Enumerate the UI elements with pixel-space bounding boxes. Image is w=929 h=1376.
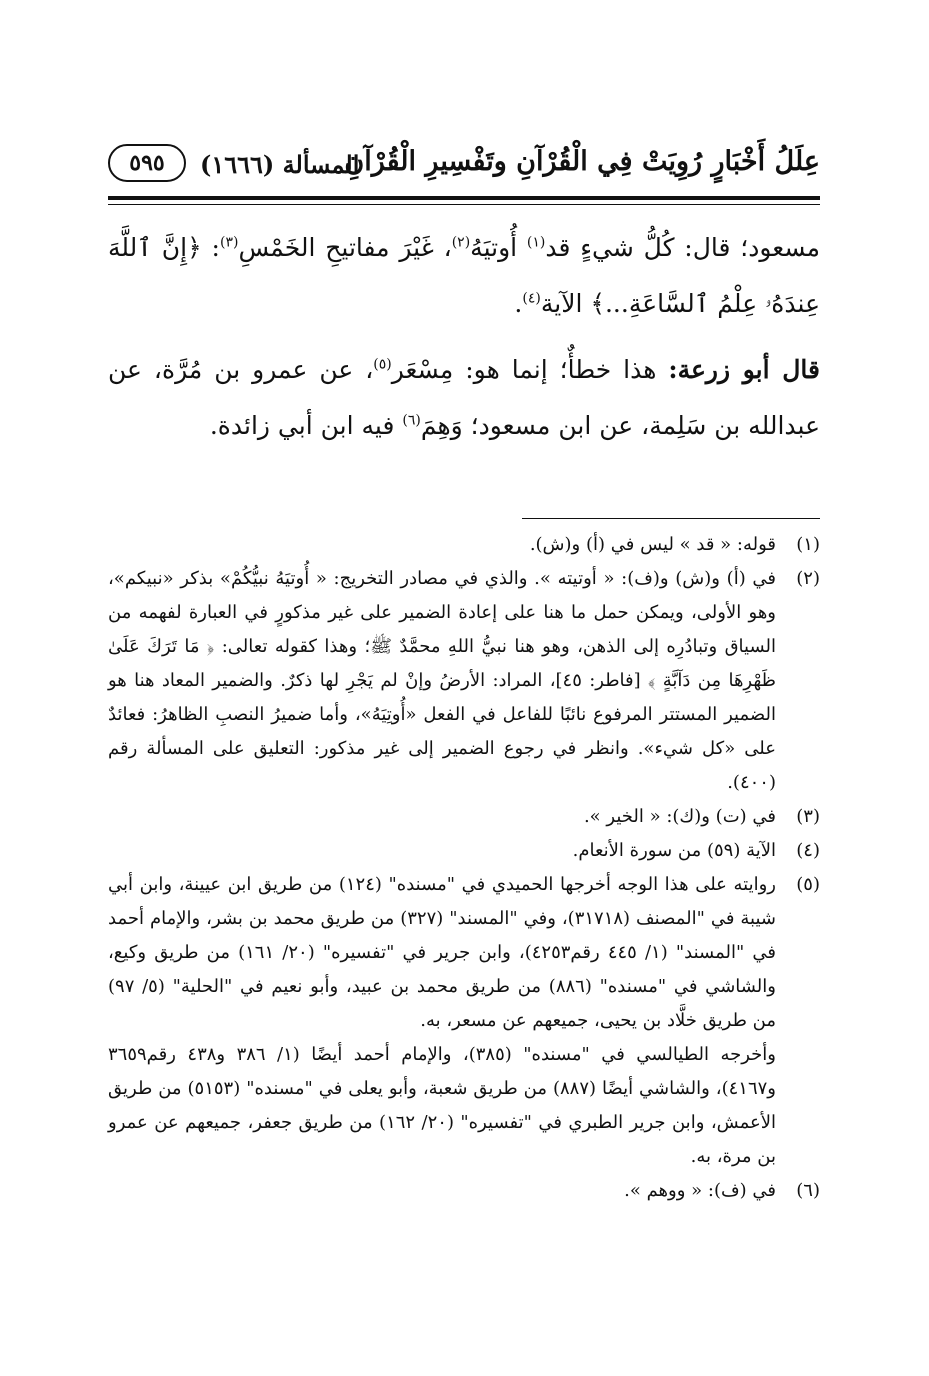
footnote-number: (١) xyxy=(796,534,820,555)
footnote-ref: (٤) xyxy=(522,290,541,307)
footnote-number: (٦) xyxy=(796,1180,820,1201)
page-number: ٥٩٥ xyxy=(108,144,186,182)
footnotes xyxy=(108,528,820,1208)
footnote-separator xyxy=(522,518,820,519)
speaker-lead: قال أبو زرعة: xyxy=(668,355,821,384)
footnote-1 xyxy=(108,528,820,562)
text-segment: فيه ابن أبي زائدة. xyxy=(209,411,403,440)
footnote-text: في (ف): « ووهم ». xyxy=(624,1180,776,1201)
text-segment: هذا خطأٌ؛ إنما هو: مِسْعَر xyxy=(391,355,669,384)
footnote-number: (٢) xyxy=(796,568,820,589)
footnote-text: الآية (٥٩) من سورة الأنعام. xyxy=(572,840,776,861)
footnote-number: (٥) xyxy=(796,874,820,895)
footnote-text: في (أ) و(ش) و(ف): « أوتيته ». والذي في مصادر التخريج: « أُوتيَهُ نبيُّكُمْ» بذكر «نبيكم»، وهو الأولى، ويمكن حمل ما هنا على إعادة الضمير على غير مذكورٍ في العبارة لفهمه من السياق وتبادُرِه إلى الذهن، وهو هنا نبيُّ اللهِ محمَّدٌ ﷺ؛ وهذا كقوله تعالى: ﴿ مَا تَرَكَ عَلَىٰ ظَهْرِهَا مِن دَآبَّةٍ ﴾ [فاطر: ٤٥]، المراد: الأرضُ وإنْ لم يَجْرِ لها ذكرٌ. والضمير المعاد هنا هو الضمير المستتر المرفوع نائبًا للفاعل في الفعل «أُوتِيَهُ»، وأما ضميرُ النصبِ الظاهرُ: فعائدٌ على «كل شيء». وانظر في رجوع الضمير إلى غير مذكور: التعليق على المسألة رقم (٤٠٠). xyxy=(108,568,776,793)
footnote-ref: (٣) xyxy=(219,234,239,251)
page-header xyxy=(108,140,820,190)
footnote-text: في (ت) و(ك): « الخير ». xyxy=(583,806,776,827)
footnote-ref: (١) xyxy=(526,234,546,251)
footnote-number: (٤) xyxy=(796,840,820,861)
issue-number: المسألة (١٦٦٦) xyxy=(200,150,360,179)
text-segment: . xyxy=(514,289,523,318)
footnote-6 xyxy=(108,1174,820,1208)
footnote-ref: (٢) xyxy=(451,234,471,251)
footnote-2 xyxy=(108,562,820,800)
footnote-5-continued xyxy=(108,1038,820,1174)
footnote-text: قوله: « قد » ليس في (أ) و(ش). xyxy=(529,534,776,555)
footnote-text: وأخرجه الطيالسي في "مسنده" (٣٨٥)، والإمام أحمد أيضًا (١/ ٣٨٦ و٤٣٨ رقم٣٦٥٩ و٤١٦٧)، والشاشي أيضًا (٨٨٧) من طريق شعبة، وأبو يعلى في "مسنده" (٥١٥٣) من طريق الأعمش، وابن جرير الطبري في "تفسيره" (٢٠/ ١٦٢) من طريق جعفر، جميعهم عن عمرو بن مرة، به. xyxy=(108,1044,777,1167)
main-text xyxy=(108,220,820,454)
footnote-3 xyxy=(108,800,820,834)
footnote-5 xyxy=(108,868,820,1038)
running-title: عِلَلُ أَخْبَارٍ رُوِيَتْ فِي الْقُرْآنِ وتَفْسِيرِ الْقُرْآنِ xyxy=(344,146,820,177)
header-rule-thin xyxy=(108,204,820,205)
footnote-4 xyxy=(108,834,820,868)
text-segment: أُوتيَهُ xyxy=(470,233,527,262)
paragraph-2 xyxy=(108,342,820,454)
text-segment: مسعود؛ قال: كُلُّ شيءٍ قد xyxy=(545,233,821,262)
header-rule-thick xyxy=(108,196,820,200)
paragraph-1 xyxy=(108,220,820,332)
footnote-number: (٣) xyxy=(796,806,820,827)
footnote-ref: (٥) xyxy=(373,356,392,373)
text-segment: ، غَيْرَ مفاتيحِ الخَمْسِ xyxy=(238,233,452,262)
quran-verse: : ﴿إِنَّ ٱللَّهَ عِندَهُۥ عِلْمُ ٱلسَّاعَةِ...﴾ الآية xyxy=(108,233,820,318)
footnote-text: روايته على هذا الوجه أخرجها الحميدي في "مسنده" (١٢٤) من طريق ابن عيينة، وابن أبي شيبة في "المصنف (٣١٧١٨)، وفي "المسند" (٣٢٧) من طريق محمد بن بشر، والإمام أحمد في "المسند" (١/ ٤٤٥ رقم٤٢٥٣)، وابن جرير في "تفسيره" (٢٠/ ١٦١) من طريق وكيع، والشاشي في "مسنده" (٨٨٦) من طريق محمد بن عبيد، وأبو نعيم في "الحلية" (٥/ ٩٧) من طريق خلَّاد بن يحيى، جميعهم عن مسعر، به. xyxy=(108,874,776,1031)
text-segment: ، عن عمرو بن مُرَّة، عن عبدالله بن سَلِمة، عن ابن مسعود؛ وَهِمَ xyxy=(108,355,820,440)
footnote-ref: (٦) xyxy=(402,412,421,429)
